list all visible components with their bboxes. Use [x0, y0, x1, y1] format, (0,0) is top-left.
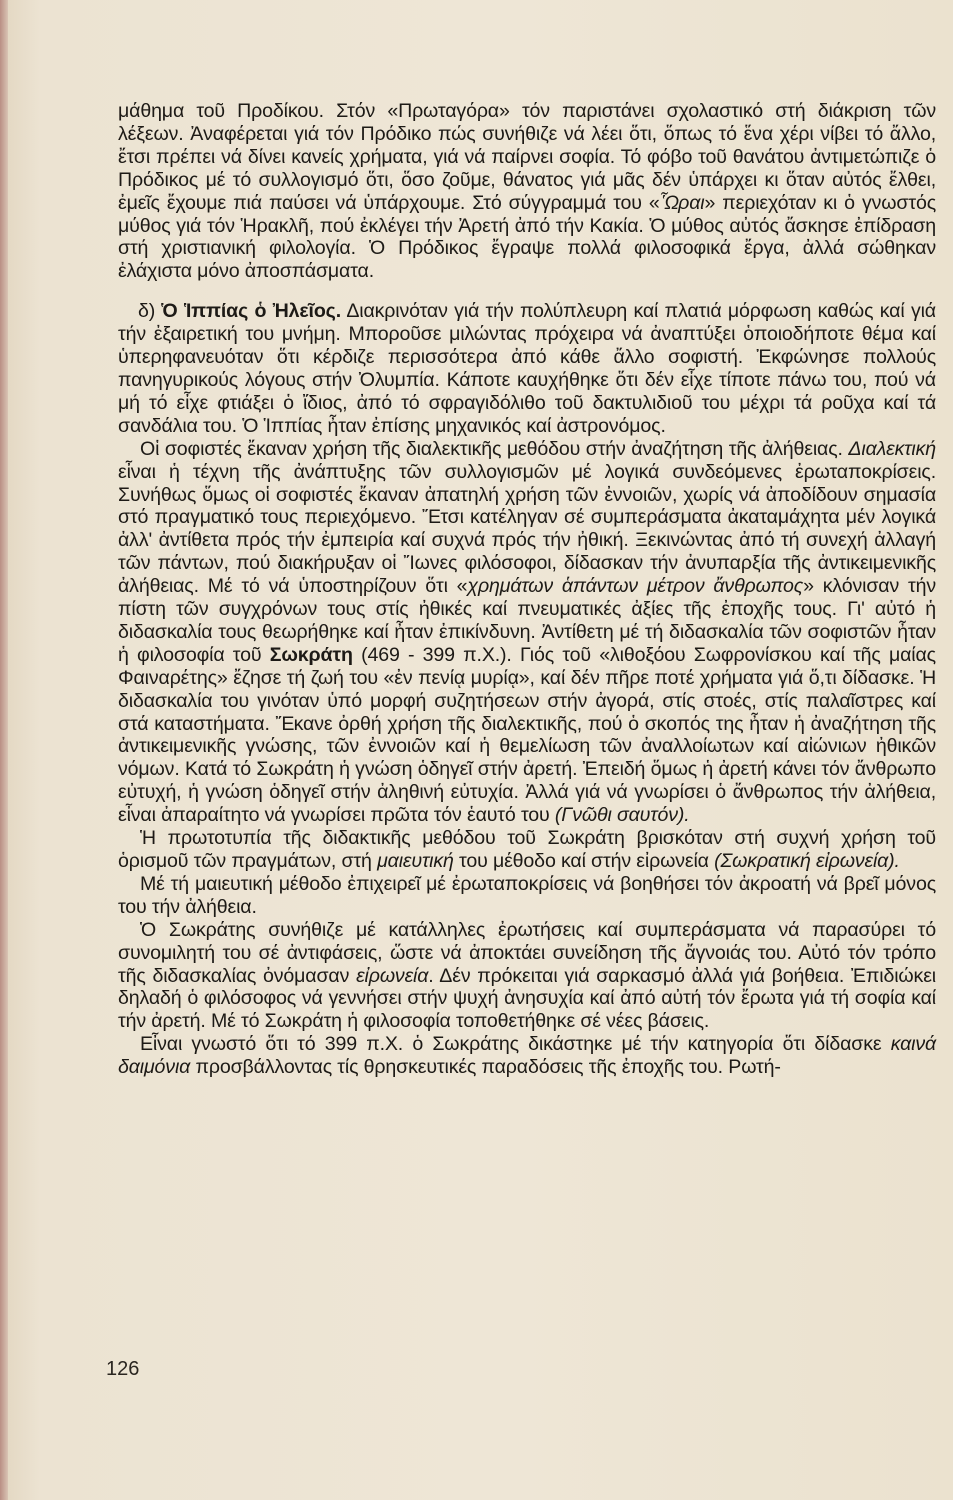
- paragraph: Ὁ Σωκράτης συνήθιζε μέ κατάλληλες ἐρωτήσεις καί συμπεράσματα νά παρασύρει τό συνομιλητή του σέ ἀντιφάσεις, ὥστε νά ἀποκτάει συνείδηση τῆς ἄγνοιάς του. Αὐτό τόν τρόπο τῆς διδασκαλίας ὀνόμασαν εἰρωνεία. Δέν πρόκειται γιά σαρκασμό ἀλλά γιά βοήθεια. Ἐπιδιώκει δηλαδή ὁ φιλόσοφος νά γεννήσει στήν ψυχή ἀνησυχία καί ἀπό αὐτή τόν ἔρωτα γιά τή σοφία καί τήν ἀρετή. Μέ τό Σωκράτη ἡ φιλοσοφία τοποθετήθηκε σέ νέες βάσεις.: [118, 918, 936, 1033]
- body-text: [118, 100, 936, 1079]
- paragraph: δ) Ὁ Ἱππίας ὁ Ἠλεῖος. Διακρινόταν γιά τήν πολύπλευρη καί πλατιά μόρφωση καθώς καί γιά τήν ἐξαιρετική του μνήμη. Μποροῦσε μιλώντας πρόχειρα νά ἀναπτύξει ὁποιοδήποτε θέμα καί ὑπερηφανευόταν ὅτι κέρδιζε περισσότερα ἀπό κάθε ἄλλο σοφιστή. Ἐκφώνησε πολλούς πανηγυρικούς λόγους στήν Ὀλυμπία. Κάποτε καυχήθηκε ὅτι δέν εἶχε τίποτε πάνω του, πού νά μή τό εἶχε φτιάξει ὁ ἴδιος, ἀπό τό σφραγιδόλιθο τοῦ δακτυλιδιοῦ του μέχρι τά ροῦχα καί τά σανδάλια του. Ὁ Ἱππίας ἦταν ἐπίσης μηχανικός καί ἀστρονόμος.: [118, 300, 936, 437]
- paragraph: μάθημα τοῦ Προδίκου. Στόν «Πρωταγόρα» τόν παριστάνει σχολαστικό στή διάκριση τῶν λέξεων. Ἀναφέρεται γιά τόν Πρόδικο πώς συνήθιζε νά λέει ὅτι, ὅπως τό ἕνα χέρι νίβει τό ἄλλο, ἔτσι πρέπει νά δίνει κανείς χρήματα, γιά νά παίρνει σοφία. Τό φόβο τοῦ θανάτου ἀντιμετώπιζε ὁ Πρόδικος μέ τό συλλογισμό ὅτι, ὅσο ζοῦμε, θάνατος γιά μᾶς δέν ὑπάρχει κι ὅταν αὐτός ἔλθει, ἐμεῖς ἔχουμε πιά παύσει νά ὑπάρχουμε. Στό σύγγραμμά του «Ὧραι» περιεχόταν κι ὁ γνωστός μύθος γιά τόν Ἡρακλῆ, πού ἐκλέγει τήν Ἀρετή ἀπό τήν Κακία. Ὁ μύθος αὐτός ἄσκησε ἐπίδραση στή χριστιανική φιλολογία. Ὁ Πρόδικος ἔγραψε πολλά φιλοσοφικά ἔργα, ἀλλά σώθηκαν ἐλάχιστα μόνο ἀποσπάσματα.: [118, 100, 936, 283]
- paragraph: Εἶναι γνωστό ὅτι τό 399 π.Χ. ὁ Σωκράτης δικάστηκε μέ τήν κατηγορία ὅτι δίδασκε καινά δαιμόνια προσβάλλοντας τίς θρησκευτικές παραδόσεις τῆς ἐποχῆς του. Ρωτή-: [118, 1033, 936, 1079]
- page-number: 126: [106, 1358, 140, 1380]
- paragraph: Μέ τή μαιευτική μέθοδο ἐπιχειρεῖ μέ ἐρωταποκρίσεις νά βοηθήσει τόν ἀκροατή νά βρεῖ μόνος του τήν ἀλήθεια.: [118, 872, 936, 918]
- paragraph: Οἱ σοφιστές ἔκαναν χρήση τῆς διαλεκτικῆς μεθόδου στήν ἀναζήτηση τῆς ἀλήθειας. Διαλεκτική εἶναι ἡ τέχνη τῆς ἀνάπτυξης τῶν συλλογισμῶν μέ λογικά συνδεόμενες ἐρωταποκρίσεις. Συνήθως ὅμως οἱ σοφιστές ἔκαναν ἀπατηλή χρήση τῶν ἐννοιῶν, χωρίς νά ἀποδίδουν σημασία στό πραγματικό τους περιεχόμενο. Ἔτσι κατέληγαν σέ συμπεράσματα ἀκαταμάχητα μέν λογικά ἀλλ' ἀντίθετα πρός τήν ἐμπειρία καί συχνά πρός τήν ἠθική. Ξεκινώντας ἀπό τή συνεχή ἀλλαγή τῶν πάντων, πού διακήρυξαν οἱ Ἴωνες φιλόσοφοι, δίδασκαν τήν ἀνυπαρξία τῆς ἀντικειμενικῆς ἀλήθειας. Μέ τό νά ὑποστηρίζουν ὅτι «χρημάτων ἁπάντων μέτρον ἄνθρωπος» κλόνισαν τήν πίστη τῶν συγχρόνων τους στίς ἠθικές καί πνευματικές ἀξίες τῆς ἐποχῆς τους. Γι' αὐτό ἡ διδασκαλία τους θεωρήθηκε καί ἦταν ἐπικίνδυνη. Ἀντίθετη μέ τή διδασκαλία τῶν σοφιστῶν ἦταν ἡ φιλοσοφία τοῦ Σωκράτη (469 - 399 π.Χ.). Γιός τοῦ «λιθοξόου Σωφρονίσκου καί τῆς μαίας Φαιναρέτης» ἔζησε τή ζωή του «ἐν πενίᾳ μυρίᾳ», καί δέν πῆρε ποτέ χρήματα γιά ὅ,τι δίδασκε. Ἡ διδασκαλία του γινόταν ὑπό μορφή συζητήσεων στήν ἀγορά, στίς στοές, στίς παλαῖστρες καί στά καταστήματα. Ἔκανε ὀρθή χρήση τῆς διαλεκτικῆς, πού ὁ σκοπός της ἦταν ἡ ἀναζήτηση τῆς ἀντικειμενικῆς γνώσης, τῶν ἐννοιῶν καί ἡ θεμελίωση τῶν ἀναλλοίωτων καί αἰώνιων ἠθικῶν νόμων. Κατά τό Σωκράτη ἡ γνώση ὁδηγεῖ στήν ἀρετή. Ἐπειδή ὅμως ἡ ἀρετή κάνει τόν ἄνθρωπο εὐτυχή, ἡ γνώση ὁδηγεῖ στήν ἀληθινή εὐτυχία. Ἀλλά γιά νά γνωρίσει ὁ ἄνθρωπος τήν ἀλήθεια, εἶναι ἀπαραίτητο νά γνωρίσει πρῶτα τόν ἑαυτό του (Γνῶθι σαυτόν).: [118, 437, 937, 827]
- paragraph: Ἡ πρωτοτυπία τῆς διδακτικῆς μεθόδου τοῦ Σωκράτη βρισκόταν στή συχνή χρήση τοῦ ὁρισμοῦ τῶν πραγμάτων, στή μαιευτική του μέθοδο καί στήν εἰρωνεία (Σωκρατική εἰρωνεία).: [118, 827, 936, 872]
- page-edge: [0, 0, 8, 1500]
